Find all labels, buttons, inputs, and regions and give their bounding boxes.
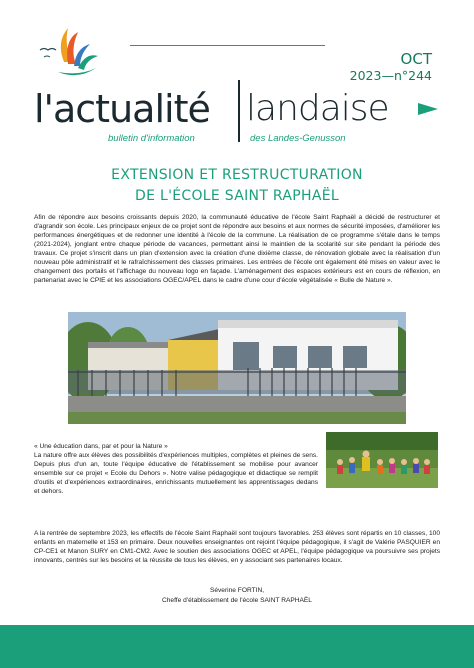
article-title [0,165,474,207]
commune-logo-icon [34,22,104,82]
signature-name: Séverine FORTIN, [209,587,265,594]
masthead-subtitle-right: des Landes-Genusson [250,133,346,144]
school-building-photo [68,312,406,424]
arrow-right-icon [418,103,438,115]
children-outdoor-photo [326,432,438,488]
masthead [34,76,454,146]
masthead-title-left: l'actualité [34,87,210,131]
issue-month: OCT [400,50,432,68]
article-title-line1: EXTENSION ET RESTRUCTURATION [111,167,363,183]
issue-number: 2023—n°244 [349,68,432,83]
masthead-title-right: landaise [246,88,389,129]
masthead-subtitle-left: bulletin d'information [108,133,195,144]
nature-paragraph-text: La nature offre aux élèves des possibilités d'expériences multiples, complètes et pleines de sens. Depuis plus d'un an, toute l'équipe éducative de l'établissement se mobilise pour avancer ensemble sur ce projet « Ecole du Dehors ». Notre valise pédagogique et didactique se remplit d'outils et d'expériences extraordinaires, enrichissants mutuellement les apprentissages dedans et dehors. [34,452,318,495]
footer-band [0,625,474,668]
article-paragraph-enrollment: A la rentrée de septembre 2023, les effectifs de l'école Saint Raphaël sont toujours favorables. 253 élèves sont répartis en 10 classes, 100 enfants en maternelle et 153 en primaire. Deux nouvelles enseignantes ont rejoint l'équipe pédagogique, il s'agit de Valérie PASQUIER en CP-CE1 et Manon SURY en CM1-CM2. Avec le soutien des associations OGEC et APEL, l'équipe pédagogique va poursuivre ses projets innovants, centrés sur les besoins et la réussite de tous les élèves, en y associant ses partenaires locaux. [34,530,440,564]
nature-quote: « Une éducation dans, par et pour la Nature » [34,443,168,450]
article-paragraph-intro: Afin de répondre aux besoins croissants depuis 2020, la communauté éducative de l'école Saint Raphaël a décidé de restructurer et d'agrandir son école. Les principaux enjeux de ce projet sont de répondre aux besoins et aux normes de sécurité imposées, d'améliorer les performances énergétiques et de redonner une identité à l'école de la commune. La réalisation de ce programme s'étale dans le temps (2021-2024), jonglant entre chaque période de vacances, permettant ainsi le maintien de la scolarité sur site pendant la période des travaux. Ce projet s'inscrit dans un plan d'extension avec la création d'une dixième classe, de rénovation globale avec la réalisation d'un nouveau pôle administratif et le rafraîchissement des classes primaires. Les entrées de l'école ont également été mises en valeur avec le changement des portails et l'affichage du nouveau logo en façade. L'aménagement des espaces extérieurs est en cours de réflexion, en partenariat avec le CPIE et les associations OGEC/APEL dans le cadre d'une cour d'école végétalisée « Bulle de Nature ». [34,214,440,284]
header-rule [130,45,325,46]
article-title-line2: DE L'ÉCOLE SAINT RAPHAËL [135,188,339,204]
article-paragraph-nature [34,442,318,496]
signature-role: Cheffe d'établissement de l'école SAINT RAPHAËL [162,597,312,604]
masthead-divider [238,80,240,142]
